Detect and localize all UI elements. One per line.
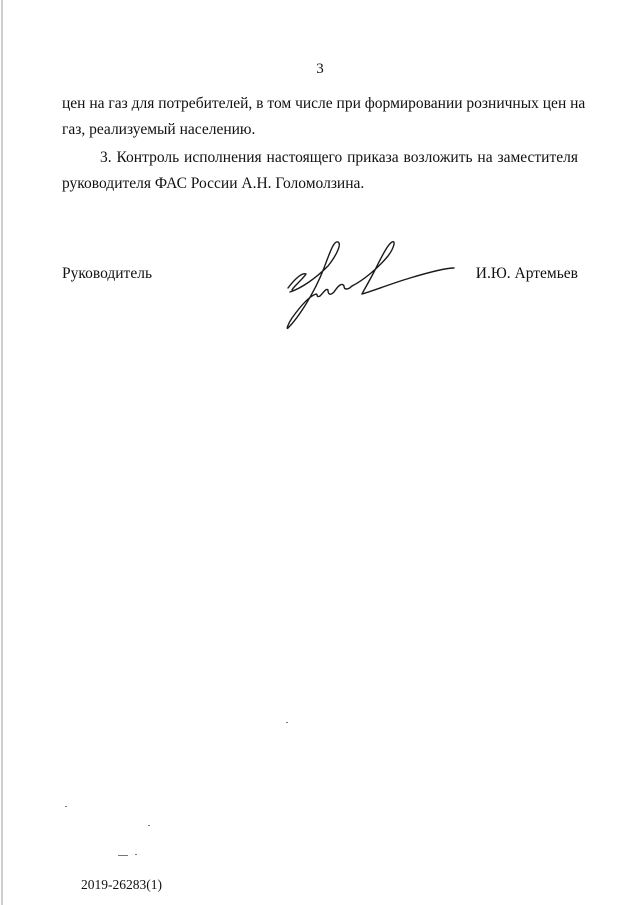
paragraph-control-clause bbox=[62, 145, 578, 197]
signatory-title: Руководитель bbox=[62, 265, 153, 282]
scan-speck bbox=[286, 722, 288, 723]
signatory-name: И.Ю. Артемьев bbox=[475, 265, 578, 282]
document-registration-code: 2019-26283(1) bbox=[81, 877, 162, 892]
paragraph-line: руководителя ФАС России А.Н. Голомолзина. bbox=[62, 175, 365, 192]
scan-speck bbox=[65, 806, 67, 807]
scan-edge bbox=[1, 0, 3, 905]
scan-speck bbox=[135, 854, 137, 855]
page-number: 3 bbox=[316, 61, 324, 77]
scan-speck bbox=[118, 855, 128, 856]
handwritten-signature bbox=[280, 238, 460, 338]
paragraph-line: цен на газ для потребителей, в том числе при формировании розничных цен на bbox=[62, 95, 586, 112]
scan-speck bbox=[148, 825, 150, 826]
paragraph-line: 3. Контроль исполнения настоящего приказа возложить на заместителя bbox=[100, 149, 578, 166]
paragraph-gas-prices bbox=[62, 91, 586, 143]
paragraph-line: газ, реализуемый населению. bbox=[62, 121, 256, 138]
